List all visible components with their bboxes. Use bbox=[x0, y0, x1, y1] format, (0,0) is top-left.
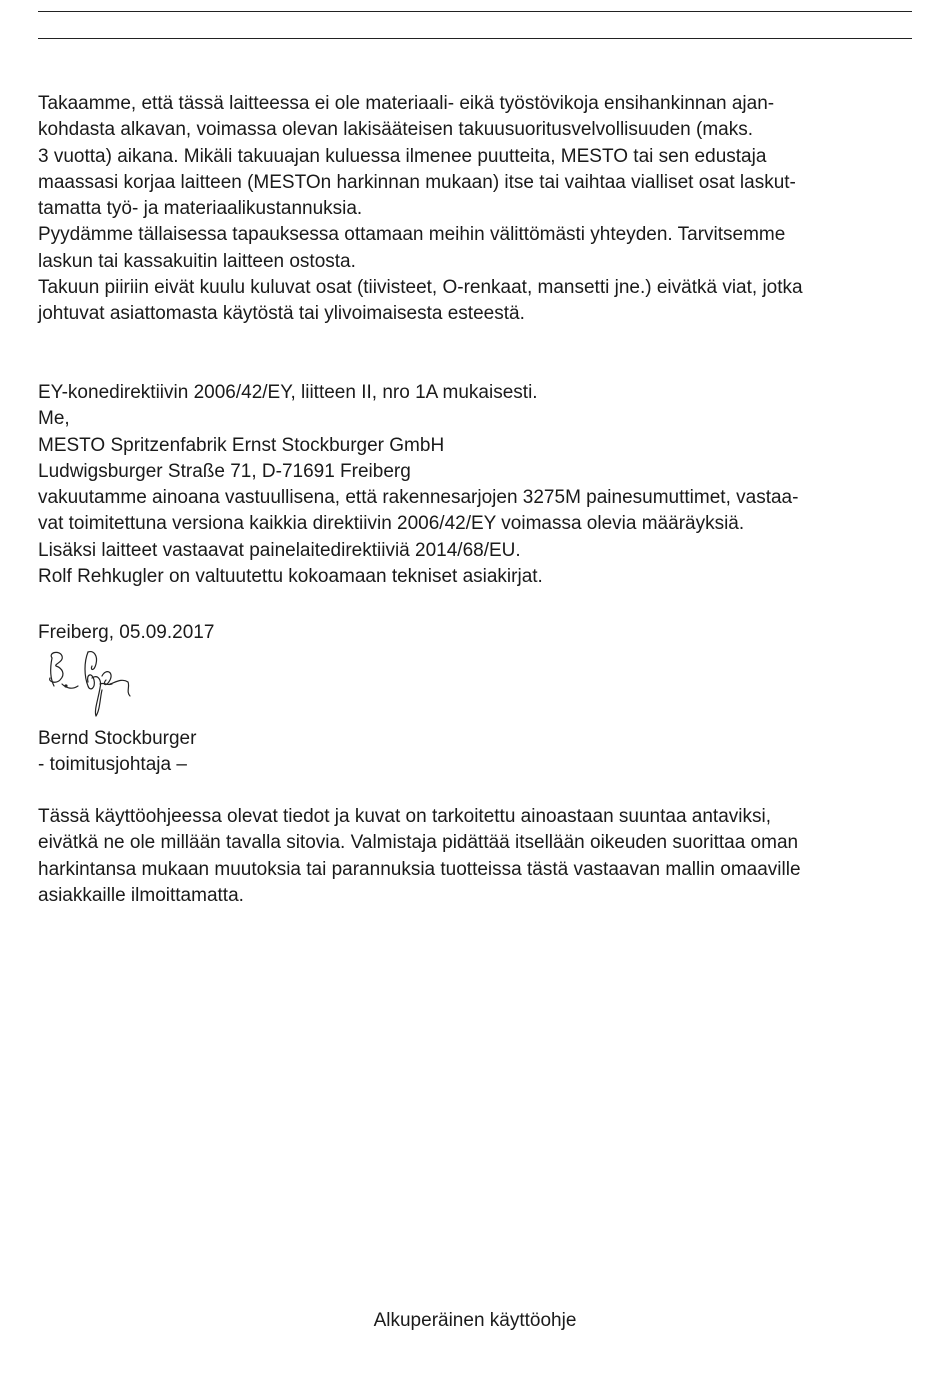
warranty-paragraph bbox=[38, 91, 918, 328]
warranty-line: johtuvat asiattomasta käytöstä tai ylivoimaisesta esteestä. bbox=[38, 303, 525, 325]
declaration-line: Me, bbox=[38, 408, 70, 430]
place-date-block bbox=[38, 620, 918, 646]
warranty-line: laskun tai kassakuitin laitteen ostosta. bbox=[38, 250, 356, 272]
warranty-line: tamatta työ- ja materiaalikustannuksia. bbox=[38, 198, 363, 220]
declaration-line: EY-konedirektiivin 2006/42/EY, liitteen II, nro 1A mukaisesti. bbox=[38, 382, 538, 403]
disclaimer-line: harkintansa mukaan muutoksia tai parannuksia tuotteissa tästä vastaavan mallin omaaville bbox=[38, 858, 801, 880]
declaration-line: vat toimitettuna versiona kaikkia direktiivin 2006/42/EY voimassa olevia määräyksiä. bbox=[38, 513, 745, 535]
warranty-line: Takaamme, että tässä laitteessa ei ole materiaali- eikä työstövikoja ensihankinnan ajan- bbox=[38, 93, 775, 114]
warranty-line: Takuun piiriin eivät kuulu kuluvat osat (tiivisteet, O-renkaat, mansetti jne.) eivätkä viat, jotka bbox=[38, 277, 803, 299]
top-rule bbox=[38, 11, 912, 12]
declaration-line: Lisäksi laitteet vastaavat painelaitedirektiiviä 2014/68/EU. bbox=[38, 539, 521, 561]
signer-title: - toimitusjohtaja – bbox=[38, 754, 187, 776]
signature-image bbox=[40, 648, 140, 720]
declaration-paragraph bbox=[38, 380, 918, 590]
warranty-line: 3 vuotta) aikana. Mikäli takuuajan kuluessa ilmenee puutteita, MESTO tai sen edustaja bbox=[38, 145, 767, 167]
disclaimer-line: Tässä käyttöohjeessa olevat tiedot ja kuvat on tarkoitettu ainoastaan suuntaa antaviksi, bbox=[38, 806, 772, 827]
declaration-line: Rolf Rehkugler on valtuutettu kokoamaan tekniset asiakirjat. bbox=[38, 566, 543, 588]
disclaimer-line: eivätkä ne ole millään tavalla sitovia. Valmistaja pidättää itsellään oikeuden suorittaa oman bbox=[38, 832, 799, 854]
warranty-line: Pyydämme tällaisessa tapauksessa ottamaan meihin välittömästi yhteyden. Tarvitsemme bbox=[38, 224, 786, 246]
footer-title: Alkuperäinen käyttöohje bbox=[373, 1310, 577, 1331]
warranty-line: kohdasta alkavan, voimassa olevan lakisääteisen takuusuoritusvelvollisuuden (maks. bbox=[38, 119, 753, 141]
declaration-line: MESTO Spritzenfabrik Ernst Stockburger GmbH bbox=[38, 434, 445, 456]
signer-name: Bernd Stockburger bbox=[38, 728, 197, 749]
warranty-line: maassasi korjaa laitteen (MESTOn harkinnan mukaan) itse tai vaihtaa vialliset osat laskut- bbox=[38, 171, 796, 193]
declaration-line: vakuutamme ainoana vastuullisena, että rakennesarjojen 3275M painesumuttimet, vastaa- bbox=[38, 487, 799, 509]
declaration-line: Ludwigsburger Straße 71, D-71691 Freiberg bbox=[38, 460, 411, 482]
disclaimer-line: asiakkaille ilmoittamatta. bbox=[38, 884, 244, 906]
place-date: Freiberg, 05.09.2017 bbox=[38, 622, 215, 643]
signer-block bbox=[38, 726, 918, 779]
second-rule bbox=[38, 38, 912, 39]
disclaimer-paragraph bbox=[38, 804, 918, 909]
